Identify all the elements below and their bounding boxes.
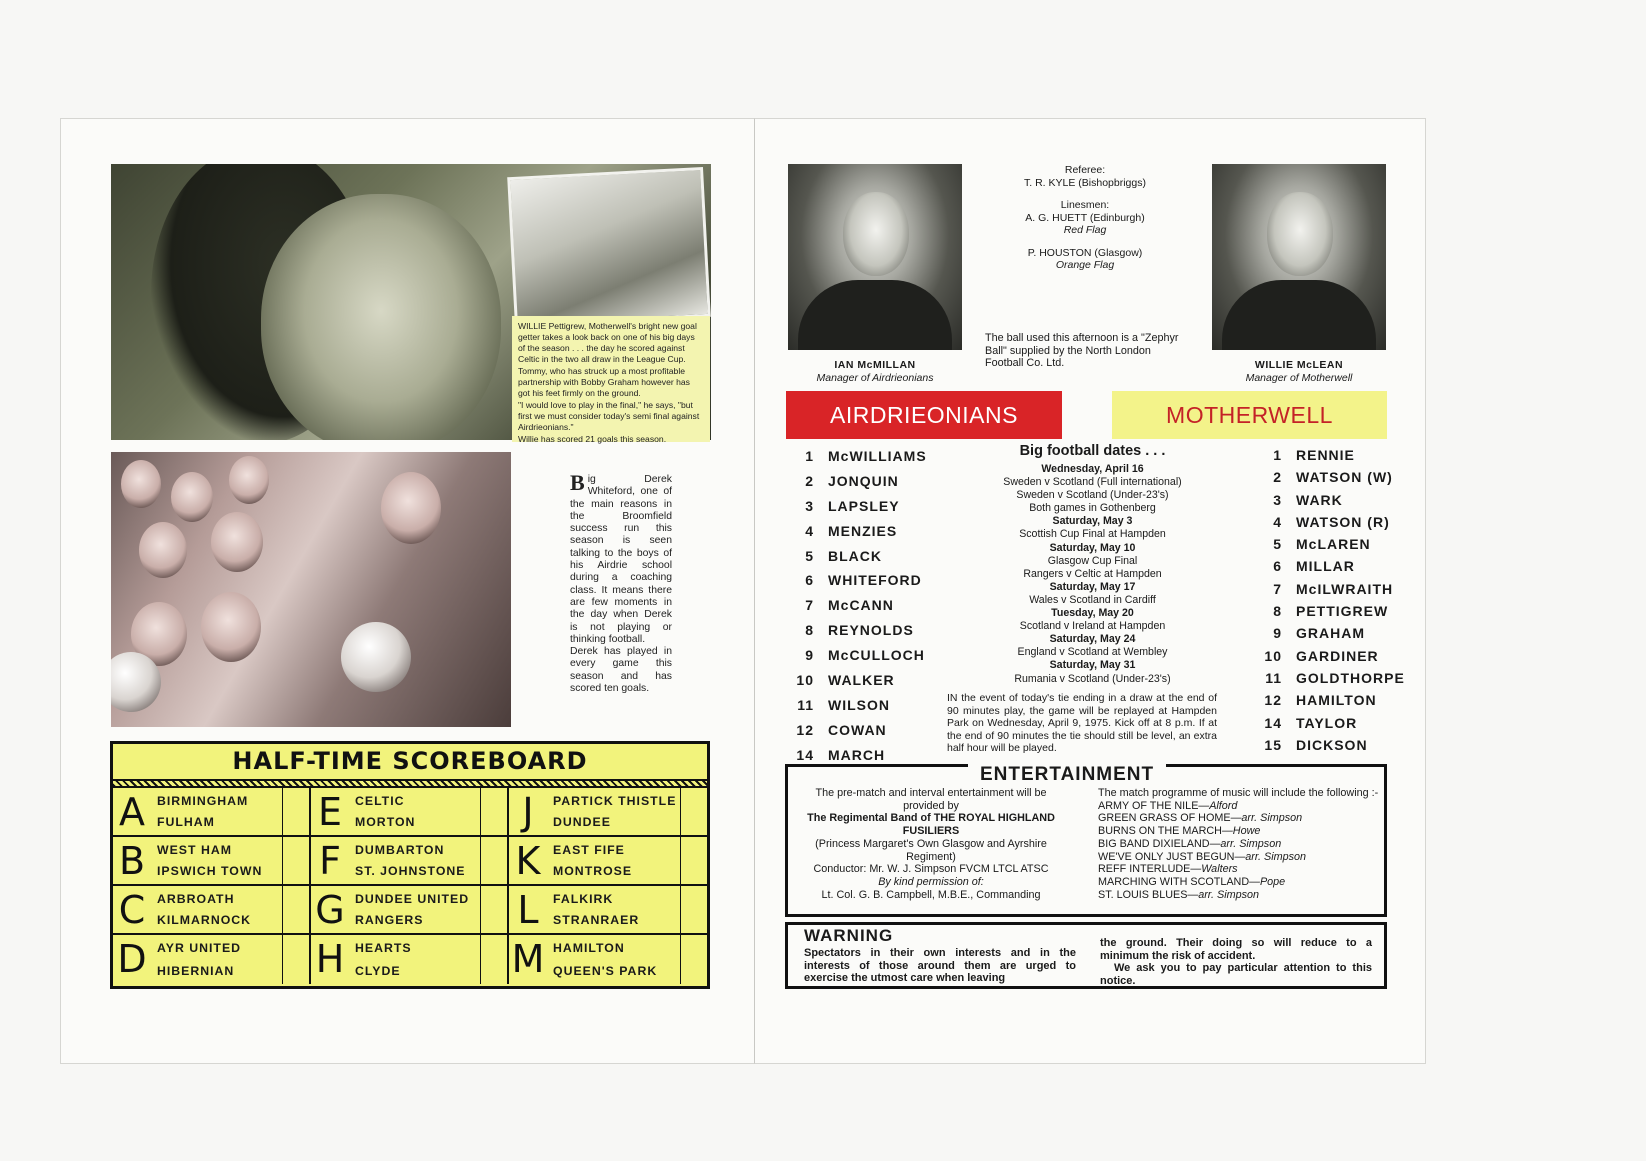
- scoreboard-letter: A: [119, 790, 145, 834]
- player-row: [792, 444, 927, 469]
- boy-face: [171, 472, 213, 522]
- boy-face: [121, 460, 161, 508]
- player-name: McLAREN: [1296, 536, 1371, 553]
- motherwell-lineup: [1260, 444, 1405, 756]
- scoreboard-letter: M: [511, 937, 545, 981]
- programme-item: [1098, 800, 1383, 813]
- away-team: STRANRAER: [553, 913, 640, 928]
- home-team: ARBROATH: [157, 891, 235, 906]
- player-row: [1260, 466, 1405, 488]
- shirt-number: 2: [805, 472, 814, 489]
- score-box-divider: [282, 935, 284, 984]
- home-team: PARTICK THISTLE: [553, 793, 677, 808]
- player-row: [792, 544, 927, 569]
- piece-composer: —Alford: [1198, 799, 1238, 812]
- player-row: [792, 519, 927, 544]
- shirt-number: 8: [1273, 603, 1282, 620]
- player-row: [792, 469, 927, 494]
- referee-name: T. R. KYLE (Bishopbriggs): [1024, 176, 1146, 189]
- fixture-date: Saturday, May 31: [1049, 659, 1136, 672]
- referee-label: Referee:: [1064, 164, 1106, 176]
- home-team: HEARTS: [355, 941, 412, 956]
- score-box-divider: [282, 886, 284, 933]
- linesman-1-flag: Red Flag: [1063, 224, 1107, 236]
- player-name: GRAHAM: [1296, 625, 1365, 642]
- match-snapshot-photo: [507, 167, 711, 327]
- warning-text-left: Spectators in their own interests and in the interests of those around them are urged to exercise the utmost care when leaving: [804, 947, 1076, 984]
- player-name: DICKSON: [1296, 736, 1368, 753]
- warning-box: [785, 922, 1387, 989]
- home-team: EAST FIFE: [553, 842, 625, 857]
- shirt-number: 10: [796, 672, 814, 689]
- scoreboard-teams: [151, 788, 309, 835]
- fixture-line: Wales v Scotland in Cardiff: [1029, 593, 1156, 606]
- score-box-divider: [680, 935, 682, 984]
- player-name: RENNIE: [1296, 447, 1355, 463]
- manager-role: Manager of Airdrieonians: [816, 372, 934, 384]
- player-name: WALKER: [828, 672, 895, 689]
- scoreboard-letter: K: [515, 839, 541, 883]
- replay-notice: IN the event of today's tie ending in a draw at the end of 90 minutes play, the game will be replayed at Hampden Park on Wednesday, April 9, 1975. Kick off at 8 p.m. If at the end of 90 minutes the tie should still be level, an extra half hour will be played.: [947, 692, 1217, 754]
- programme-item: [1098, 889, 1383, 902]
- article-text: ig Derek Whiteford, one of the main reasons in the Broomfield success run this season is seen talking to the boys of his Airdrie school during a coaching class. It means there are few moments in the day when Derek is not playing or thinking football.: [570, 474, 672, 645]
- scoreboard-row: [509, 837, 707, 886]
- shirt-number: 2: [1273, 469, 1282, 486]
- suit: [1222, 280, 1376, 350]
- scoreboard-teams: [547, 935, 707, 984]
- score-box-divider: [680, 886, 682, 933]
- airdrieonians-lineup: [792, 444, 927, 768]
- programme-intro: The match programme of music will include the following :-: [1098, 787, 1379, 799]
- face: [843, 192, 909, 276]
- player-name: PETTIGREW: [1296, 603, 1389, 620]
- player-name: MILLAR: [1296, 558, 1355, 575]
- whiteford-face: [381, 472, 441, 544]
- warning-para: We ask you to pay particular attention to this notice.: [1100, 962, 1372, 987]
- shirt-number: 11: [797, 696, 814, 713]
- player-row: [1260, 511, 1405, 533]
- fixture-date: Saturday, May 17: [1049, 580, 1136, 593]
- manager-photo-mclean: [1212, 164, 1386, 350]
- ent-permission: By kind permission of:: [878, 875, 984, 888]
- piece-composer: —arr. Simpson: [1230, 812, 1303, 825]
- player-name: WHITEFORD: [828, 572, 922, 589]
- score-box-divider: [680, 837, 682, 884]
- shirt-number: 15: [1264, 736, 1282, 753]
- linesman-2-flag: Orange Flag: [1055, 259, 1115, 271]
- player-row: [792, 568, 927, 593]
- fixture-line: Sweden v Scotland (Under-23's): [1016, 489, 1169, 502]
- piece-composer: —arr. Simpson: [1209, 837, 1282, 850]
- away-team: RANGERS: [355, 913, 424, 928]
- shirt-number: 6: [805, 572, 814, 589]
- shirt-number: 14: [1264, 714, 1282, 731]
- piece-title: REFF INTERLUDE: [1098, 863, 1191, 876]
- shirt-number: 8: [805, 622, 814, 639]
- scoreboard-title: HALF-TIME SCOREBOARD: [232, 747, 588, 775]
- player-name: WATSON (W): [1296, 469, 1393, 486]
- away-team: KILMARNOCK: [157, 913, 252, 928]
- scoreboard-letter: D: [117, 937, 147, 981]
- scoreboard-teams: [349, 886, 507, 933]
- drop-cap: B: [570, 470, 585, 495]
- fixture-date: Wednesday, April 16: [1041, 463, 1144, 475]
- shirt-number: 9: [805, 647, 814, 664]
- piece-title: ARMY OF THE NILE: [1098, 799, 1199, 812]
- player-name: TAYLOR: [1296, 714, 1358, 731]
- player-row: [792, 693, 927, 718]
- scoreboard-teams: [547, 886, 707, 933]
- scoreboard-row: [113, 886, 309, 935]
- scoreboard-row: [113, 837, 309, 886]
- home-team: DUMBARTON: [355, 842, 445, 857]
- player-row: [1260, 578, 1405, 600]
- piece-title: MARCHING WITH SCOTLAND: [1098, 875, 1250, 888]
- face: [1267, 192, 1333, 276]
- score-box-divider: [282, 837, 284, 884]
- programme-item: [1098, 863, 1383, 876]
- scoreboard-row: [509, 886, 707, 935]
- scoreboard-letter: H: [315, 937, 345, 981]
- player-row: [1260, 533, 1405, 555]
- fixture-date: Saturday, May 24: [1049, 633, 1136, 646]
- score-box-divider: [480, 886, 482, 933]
- scoreboard-teams: [349, 837, 507, 884]
- fixture-date: Tuesday, May 20: [1051, 607, 1134, 620]
- shirt-number: 7: [805, 597, 814, 614]
- scoreboard-row: [311, 935, 507, 984]
- manager-name: WILLIE McLEAN: [1254, 359, 1344, 371]
- manager-caption-left: [788, 359, 962, 385]
- player-row: [792, 593, 927, 618]
- caption-para: Willie has scored 21 goals this season.: [518, 434, 667, 444]
- scoreboard-hatch-divider: [113, 779, 707, 788]
- player-name: McILWRAITH: [1296, 580, 1394, 597]
- score-box-divider: [680, 788, 682, 835]
- home-team: DUNDEE UNITED: [355, 891, 470, 906]
- manager-role: Manager of Motherwell: [1245, 372, 1353, 384]
- away-team: FULHAM: [157, 815, 215, 830]
- scoreboard-letter: G: [315, 888, 345, 932]
- ent-band: The Regimental Band of THE ROYAL HIGHLAND FUSILIERS: [807, 812, 1055, 838]
- warning-title: WARNING: [804, 926, 894, 945]
- fixture-line: Glasgow Cup Final: [1047, 554, 1138, 567]
- player-name: GARDINER: [1296, 647, 1379, 664]
- player-row: [792, 494, 927, 519]
- article-para: Derek has played in every game this season and has scored ten goals.: [570, 646, 672, 695]
- home-team: WEST HAM: [157, 842, 232, 857]
- piece-title: BURNS ON THE MARCH: [1098, 825, 1222, 838]
- score-box-divider: [480, 935, 482, 984]
- piece-title: WE'VE ONLY JUST BEGUN: [1098, 850, 1235, 863]
- match-officials: [990, 164, 1180, 272]
- piece-title: ST. LOUIS BLUES: [1098, 888, 1188, 901]
- player-name: McCULLOCH: [828, 647, 925, 664]
- ent-regiment: (Princess Margaret's Own Glasgow and Ayrshire Regiment): [815, 837, 1047, 863]
- scoreboard-row: [311, 886, 507, 935]
- away-team: MORTON: [355, 815, 416, 830]
- player-name: LAPSLEY: [828, 497, 900, 514]
- scoreboard-teams: [151, 886, 309, 933]
- programme-list: [1098, 800, 1383, 902]
- caption-para: "I would love to play in the final," he says, "but first we must consider today's semi final against Airdrieonians.": [518, 400, 700, 432]
- home-team: FALKIRK: [553, 891, 614, 906]
- scoreboard-teams: [547, 837, 707, 884]
- shirt-number: 5: [805, 547, 814, 564]
- away-team: MONTROSE: [553, 864, 633, 879]
- player-name: WATSON (R): [1296, 513, 1390, 530]
- scoreboard-letter: B: [118, 839, 146, 883]
- score-box-divider: [282, 788, 284, 835]
- fixture-date: Saturday, May 3: [1052, 515, 1133, 528]
- suit: [798, 280, 952, 350]
- dates-title: Big football dates . . .: [1019, 443, 1166, 459]
- scoreboard-row: [509, 788, 707, 837]
- player-row: [792, 643, 927, 668]
- away-team: ST. JOHNSTONE: [355, 864, 466, 879]
- music-programme: [1098, 787, 1383, 901]
- piece-title: GREEN GRASS OF HOME: [1098, 812, 1231, 825]
- manager-name: IAN McMILLAN: [834, 359, 916, 371]
- football: [341, 622, 411, 692]
- scoreboard-column: [509, 788, 707, 984]
- player-row: [1260, 622, 1405, 644]
- score-box-divider: [480, 837, 482, 884]
- programme-item: [1098, 876, 1383, 889]
- fixture-line: Scotland v Ireland at Hampden: [1019, 620, 1166, 633]
- article-para: [570, 470, 672, 646]
- fixture-line: Sweden v Scotland (Full international): [1003, 476, 1182, 489]
- shirt-number: 12: [1264, 692, 1282, 709]
- scoreboard-grid: [113, 788, 707, 984]
- scoreboard-letter: E: [317, 790, 342, 834]
- player-name: REYNOLDS: [828, 622, 914, 639]
- shirt-number: 12: [796, 721, 814, 738]
- warning-para: the ground. Their doing so will reduce to a minimum the risk of accident.: [1100, 937, 1372, 962]
- scoreboard-letter: C: [118, 888, 146, 932]
- shirt-number: 7: [1273, 580, 1282, 597]
- shirt-number: 3: [805, 497, 814, 514]
- boy-face: [201, 592, 261, 662]
- piece-composer: —Pope: [1249, 875, 1286, 888]
- scoreboard-row: [311, 788, 507, 837]
- shirt-number: 3: [1273, 491, 1282, 508]
- shirt-number: 4: [1273, 513, 1282, 530]
- player-row: [1260, 645, 1405, 667]
- shirt-number: 9: [1273, 625, 1282, 642]
- player-row: [1260, 489, 1405, 511]
- scoreboard-row: [113, 788, 309, 837]
- player-row: [1260, 600, 1405, 622]
- shirt-number: 1: [1273, 447, 1282, 463]
- scoreboard-row: [113, 935, 309, 984]
- manager-photo-mcmillan: [788, 164, 962, 350]
- shirt-number: 10: [1264, 647, 1282, 664]
- programme-item: [1098, 851, 1383, 864]
- piece-composer: —Howe: [1221, 825, 1261, 838]
- ball-supplier-note: The ball used this afternoon is a "Zephyr Ball" supplied by the North London Football Co. Ltd.: [985, 332, 1179, 369]
- caption-para: WILLIE Pettigrew, Motherwell's bright new goal getter takes a look back on one of his big days of the season . . . the day he scored against Celtic in the two all draw in the League Cup.: [518, 321, 697, 364]
- player-row: [1260, 444, 1405, 466]
- piece-composer: —arr. Simpson: [1187, 888, 1260, 901]
- fixture-line: Rumania v Scotland (Under-23's): [1014, 672, 1171, 685]
- scoreboard-teams: [349, 788, 507, 835]
- boy-face: [211, 512, 263, 572]
- pettigrew-face: [261, 194, 501, 440]
- programme-item: [1098, 838, 1383, 851]
- away-team: HIBERNIAN: [157, 963, 235, 978]
- boy-face: [139, 522, 187, 578]
- scoreboard-row: [509, 935, 707, 984]
- scoreboard-column: [113, 788, 311, 984]
- player-name: JONQUIN: [828, 472, 899, 489]
- entertainment-box: [785, 764, 1387, 917]
- linesmen-label: Linesmen:: [1060, 199, 1110, 211]
- home-team: AYR UNITED: [157, 941, 242, 956]
- half-time-scoreboard: [110, 741, 710, 989]
- player-name: COWAN: [828, 721, 887, 738]
- linesman-1: A. G. HUETT (Edinburgh): [1025, 211, 1145, 224]
- player-name: MARCH: [828, 746, 886, 763]
- manager-caption-right: [1212, 359, 1386, 385]
- home-team: BIRMINGHAM: [157, 793, 249, 808]
- scoreboard-column: [311, 788, 509, 984]
- player-name: MENZIES: [828, 522, 898, 539]
- player-name: BLACK: [828, 547, 882, 564]
- player-row: [792, 668, 927, 693]
- warning-text-right: [1100, 937, 1372, 987]
- boy-face: [229, 456, 269, 504]
- big-football-dates: [980, 442, 1205, 686]
- whiteford-article: [570, 470, 672, 695]
- player-row: [1260, 667, 1405, 689]
- ent-intro: The pre-match and interval entertainment will be provided by: [815, 787, 1047, 812]
- scoreboard-letter: F: [319, 839, 341, 883]
- player-row: [1260, 712, 1405, 734]
- scoreboard-teams: [151, 837, 309, 884]
- fixture-date: Saturday, May 10: [1049, 541, 1136, 554]
- shirt-number: 4: [805, 522, 814, 539]
- ent-conductor: Conductor: Mr. W. J. Simpson FVCM LTCL ATSC: [813, 863, 1049, 876]
- entertainment-title: ENTERTAINMENT: [968, 764, 1166, 786]
- piece-title: BIG BAND DIXIELAND: [1098, 837, 1210, 850]
- away-team: DUNDEE: [553, 815, 611, 830]
- shirt-number: 14: [796, 746, 814, 763]
- player-name: WILSON: [828, 696, 890, 713]
- away-team: QUEEN'S PARK: [553, 963, 658, 978]
- fixture-line: Rangers v Celtic at Hampden: [1023, 567, 1162, 580]
- ent-commanding: Lt. Col. G. B. Campbell, M.B.E., Commanding: [821, 888, 1041, 901]
- pettigrew-caption: [512, 316, 710, 442]
- scoreboard-teams: [151, 935, 309, 984]
- player-row: [1260, 734, 1405, 756]
- away-team: CLYDE: [355, 963, 401, 978]
- player-name: GOLDTHORPE: [1296, 669, 1405, 686]
- home-team: HAMILTON: [553, 941, 625, 956]
- player-row: [792, 618, 927, 643]
- player-name: McCANN: [828, 597, 894, 614]
- fixture-line: Scottish Cup Final at Hampden: [1019, 528, 1166, 541]
- linesman-2: P. HOUSTON (Glasgow): [1027, 246, 1143, 259]
- piece-composer: —Walters: [1190, 863, 1238, 876]
- player-name: HAMILTON: [1296, 692, 1377, 709]
- player-row: [792, 718, 927, 743]
- player-name: WARK: [1296, 491, 1343, 508]
- piece-composer: —arr. Simpson: [1234, 850, 1307, 863]
- player-row: [1260, 555, 1405, 577]
- fixture-line: England v Scotland at Wembley: [1017, 646, 1168, 659]
- home-team: CELTIC: [355, 793, 405, 808]
- shirt-number: 5: [1273, 536, 1282, 553]
- scoreboard-letter: J: [522, 790, 534, 834]
- team-banner-airdrieonians: AIRDRIEONIANS: [786, 391, 1062, 439]
- dates-list: [980, 463, 1205, 686]
- away-team: IPSWICH TOWN: [157, 864, 263, 879]
- player-row: [1260, 689, 1405, 711]
- programme-item: [1098, 825, 1383, 838]
- fixture-line: Both games in Gothenberg: [1029, 502, 1156, 515]
- scoreboard-teams: [349, 935, 507, 984]
- shirt-number: 1: [805, 448, 814, 464]
- caption-para: Tommy, who has struck up a most profitable partnership with Bobby Graham however has got his feet firmly on the ground.: [518, 366, 690, 398]
- whiteford-coaching-photo: [111, 452, 511, 727]
- shirt-number: 11: [1265, 669, 1282, 686]
- scoreboard-teams: [547, 788, 707, 835]
- shirt-number: 6: [1273, 558, 1282, 575]
- programme-item: [1098, 812, 1383, 825]
- score-box-divider: [480, 788, 482, 835]
- team-banner-motherwell: MOTHERWELL: [1112, 391, 1387, 439]
- scoreboard-row: [311, 837, 507, 886]
- entertainment-details: [796, 787, 1066, 901]
- player-name: McWILLIAMS: [828, 448, 927, 464]
- scoreboard-letter: L: [517, 888, 539, 932]
